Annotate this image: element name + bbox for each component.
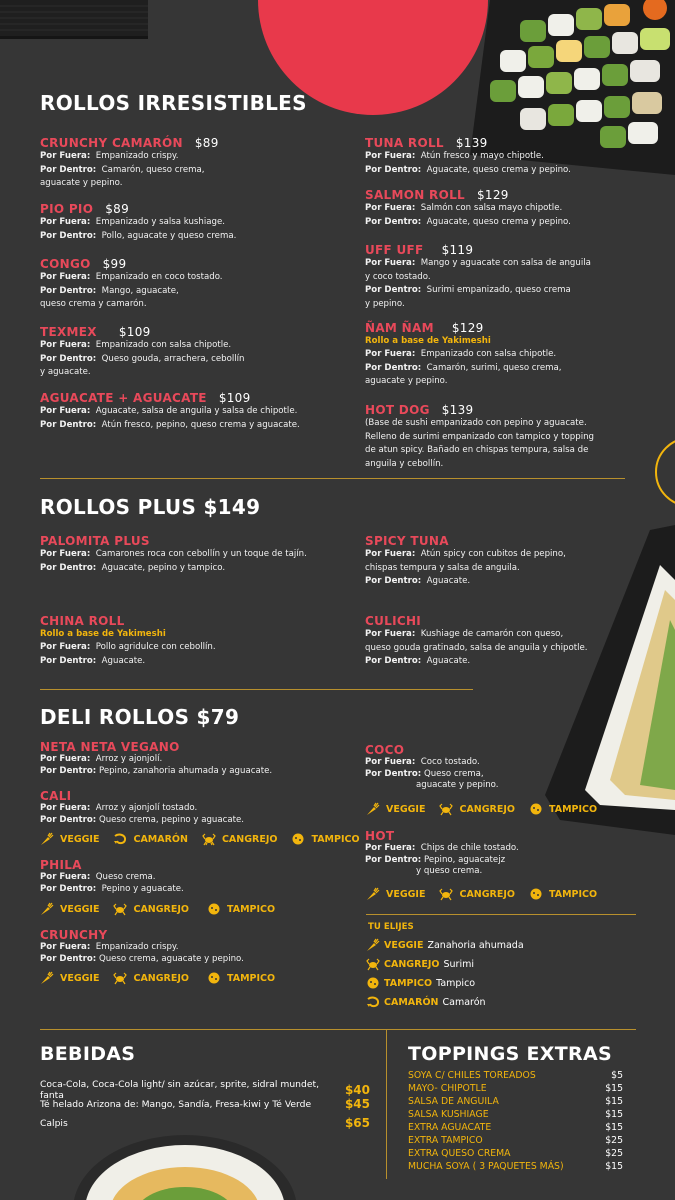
menu-item [40,928,340,965]
tampico-icon [529,887,543,901]
item-description: Por Fuera: Queso crema. Por Dentro: Pepino y aguacate. [40,872,184,894]
item-description: Por Fuera: Empanizado con salsa chipotle. Por Dentro: Queso gouda, arrachera, cebollín y aguacate. [40,340,245,378]
section-title-plus: ROLLOS PLUS $149 [40,495,261,519]
item-name: TUNA ROLL [365,136,444,150]
item-name: CULICHI [365,614,422,628]
menu-item [40,534,340,575]
item-description: Por Fuera: Empanizado en coco tostado. Por Dentro: Mango, aguacate, queso crema y camarón. [40,272,223,310]
shrimp-icon [366,995,380,1009]
menu-item [365,614,615,669]
option-row [40,902,275,916]
item-name: UFF UFF [365,243,424,257]
item-price: $109 [118,325,151,339]
option-veggie: VEGGIE [40,971,99,985]
item-description: Por Fuera: Arroz y ajonjolí tostado. Por Dentro: Queso crema, pepino y aguacate. [40,803,245,825]
divider [40,1029,636,1030]
divider [40,689,473,690]
option-veggie: VEGGIE [366,802,425,816]
legend-row: TAMPICO Tampico [366,976,475,990]
menu-item [365,403,615,471]
option-tampico: TAMPICO [529,887,597,901]
item-name: NETA NETA VEGANO [40,740,180,754]
option-tampico: TAMPICO [291,832,359,846]
item-price: $119 [441,243,474,257]
option-cangrejo: CANGREJO [202,832,278,846]
beverage-name: Calpis [40,1117,68,1129]
option-row [366,887,597,901]
item-price: $109 [218,391,251,405]
item-description: Por Fuera: Empanizado con salsa chipotle. Por Dentro: Camarón, surimi, queso crema, aguacate y pepino. [365,349,562,387]
vertical-divider [386,1029,387,1179]
item-price: $129 [451,321,484,335]
item-name: TEXMEX [40,325,97,339]
menu-item [365,534,615,589]
item-description: Por Fuera: Pollo agridulce con cebollín. Por Dentro: Aguacate. [40,642,216,666]
item-price: $89 [105,202,130,216]
item-name: SALMON ROLL [365,188,465,202]
beverage-price: $65 [344,1116,370,1130]
gold-circle-decoration [656,438,675,506]
divider [366,914,636,915]
item-name: COCO [365,743,405,757]
item-description: Por Fuera: Coco tostado. Por Dentro: Queso crema, aguacate y pepino. [365,757,499,790]
beverage-price: $45 [344,1097,370,1111]
menu-item [40,740,340,777]
item-description: Por Fuera: Empanizado crispy. Por Dentro: Camarón, queso crema, aguacate y pepino. [40,151,205,189]
section-title-toppings: TOPPINGS EXTRAS [408,1043,612,1065]
item-description: Por Fuera: Camarones roca con cebollín y un toque de tajín. Por Dentro: Aguacate, pepino y tampico. [40,549,307,573]
menu-item [365,321,615,389]
item-price: $129 [476,188,509,202]
carrot-icon [40,832,54,846]
crab-icon [366,957,380,971]
crab-icon [439,802,453,816]
option-veggie: VEGGIE [40,902,99,916]
menu-item [40,391,340,432]
carrot-icon [366,887,380,901]
section-title-deli: DELI ROLLOS $79 [40,705,240,729]
topping-row: MAYO- CHIPOTLE $15 [408,1083,623,1094]
item-name: SPICY TUNA [365,534,449,548]
menu-item [365,188,615,229]
topping-row: EXTRA QUESO CREMA $25 [408,1148,623,1159]
item-description: Por Fuera: Aguacate, salsa de anguila y salsa de chipotle. Por Dentro: Atún fresco, pepino, queso crema y aguacate. [40,406,300,430]
menu-item [40,136,340,191]
topping-row: MUCHA SOYA ( 3 PAQUETES MÁS) $15 [408,1161,623,1172]
item-price: $139 [455,136,488,150]
tampico-icon [529,802,543,816]
item-name: HOT [365,829,395,843]
item-subtitle: Rollo a base de Yakimeshi [365,336,491,346]
item-name: PIO PIO [40,202,94,216]
legend-row: CANGREJO Surimi [366,957,474,971]
option-cangrejo: CANGREJO [439,802,515,816]
item-name: AGUACATE + AGUACATE [40,391,207,405]
option-row [40,971,275,985]
item-description: (Base de sushi empanizado con pepino y aguacate. Relleno de surimi empanizado con tampico y topping de atun spicy. Bañado en chispas tempura, salsa de anguila y cebollín. [365,418,594,469]
menu-item [40,858,340,895]
item-description: Por Fuera: Mango y aguacate con salsa de anguila y coco tostado. Por Dentro: Surimi empanizado, queso crema y pepino. [365,258,591,309]
legend-title: TU ELIJES [368,922,414,932]
item-description: Por Fuera: Atún fresco y mayo chipotle. Por Dentro: Aguacate, queso crema y pepino. [365,151,571,175]
item-name: ÑAM ÑAM [365,321,434,335]
option-veggie: VEGGIE [40,832,99,846]
option-cangrejo: CANGREJO [439,887,515,901]
carrot-icon [40,902,54,916]
item-name: CALI [40,789,72,803]
option-row [366,802,597,816]
topping-row: EXTRA TAMPICO $25 [408,1135,623,1146]
item-price: $99 [102,257,127,271]
shrimp-icon [113,832,127,846]
item-name: CRUNCHY CAMARÓN [40,136,183,150]
legend-row: CAMARÓN Camarón [366,995,486,1009]
option-tampico: TAMPICO [529,802,597,816]
item-name: PALOMITA PLUS [40,534,150,548]
option-cangrejo: CANGREJO [113,971,189,985]
item-price: $139 [441,403,474,417]
beverage-name: Té helado Arizona de: Mango, Sandía, Fresa-kiwi y Té Verde [40,1098,312,1110]
item-description: Por Fuera: Salmón con salsa mayo chipotle. Por Dentro: Aguacate, queso crema y pepino. [365,203,571,227]
item-name: CONGO [40,257,91,271]
beverage-price: $40 [344,1083,370,1097]
option-cangrejo: CANGREJO [113,902,189,916]
carrot-icon [366,938,380,952]
option-veggie: VEGGIE [366,887,425,901]
topping-row: EXTRA AGUACATE $15 [408,1122,623,1133]
menu-item [40,789,340,826]
item-subtitle: Rollo a base de Yakimeshi [40,629,166,639]
item-description: Por Fuera: Atún spicy con cubitos de pepino, chispas tempura y salsa de anguila. Por Dentro: Aguacate. [365,549,566,587]
tampico-icon [207,902,221,916]
tampico-icon [291,832,305,846]
option-row [40,832,360,846]
topping-row: SALSA KUSHIAGE $15 [408,1109,623,1120]
section-title-irresistibles: ROLLOS IRRESISTIBLES [40,91,307,115]
menu-item [40,202,340,243]
item-name: CHINA ROLL [40,614,125,628]
bamboo-mat-image [0,0,148,39]
carrot-icon [40,971,54,985]
tampico-icon [207,971,221,985]
crab-icon [439,887,453,901]
menu-item [365,243,615,311]
section-title-bebidas: BEBIDAS [40,1043,136,1065]
menu-item [40,257,340,312]
menu-item [365,829,565,878]
crab-icon [113,902,127,916]
item-name: HOT DOG [365,403,430,417]
menu-item [365,136,615,177]
item-name: CRUNCHY [40,928,108,942]
item-description: Por Fuera: Empanizado y salsa kushiage. Por Dentro: Pollo, aguacate y queso crema. [40,217,237,241]
beverage-row [40,1116,370,1130]
topping-row: SOYA C/ CHILES TOREADOS $5 [408,1070,623,1081]
crab-icon [113,971,127,985]
item-description: Por Fuera: Arroz y ajonjolí. Por Dentro: Pepino, zanahoria ahumada y aguacate. [40,754,273,776]
item-price: $89 [194,136,219,150]
topping-row: SALSA DE ANGUILA $15 [408,1096,623,1107]
crab-icon [202,832,216,846]
carrot-icon [366,802,380,816]
item-description: Por Fuera: Chips de chile tostado. Por Dentro: Pepino, aguacatejz y queso crema. [365,843,519,876]
tampico-icon [366,976,380,990]
option-camaron: CAMARÓN [113,832,187,846]
item-description: Por Fuera: Kushiage de camarón con queso, queso gouda gratinado, salsa de anguila y chipotle. Por Dentro: Aguacate. [365,629,588,667]
divider [40,478,625,479]
beverage-row [40,1097,370,1111]
legend-row: VEGGIE Zanahoria ahumada [366,938,524,952]
sushi-plate-image [73,1135,297,1200]
menu-item [40,614,340,668]
beverage-name: Coca-Cola, Coca-Cola light/ sin azúcar, sprite, sidral mundet, fanta [40,1079,319,1101]
menu-item [40,325,340,380]
item-name: PHILA [40,858,82,872]
option-tampico: TAMPICO [207,971,275,985]
menu-item [365,743,565,792]
option-tampico: TAMPICO [207,902,275,916]
item-description: Por Fuera: Empanizado crispy. Por Dentro: Queso crema, aguacate y pepino. [40,942,244,964]
